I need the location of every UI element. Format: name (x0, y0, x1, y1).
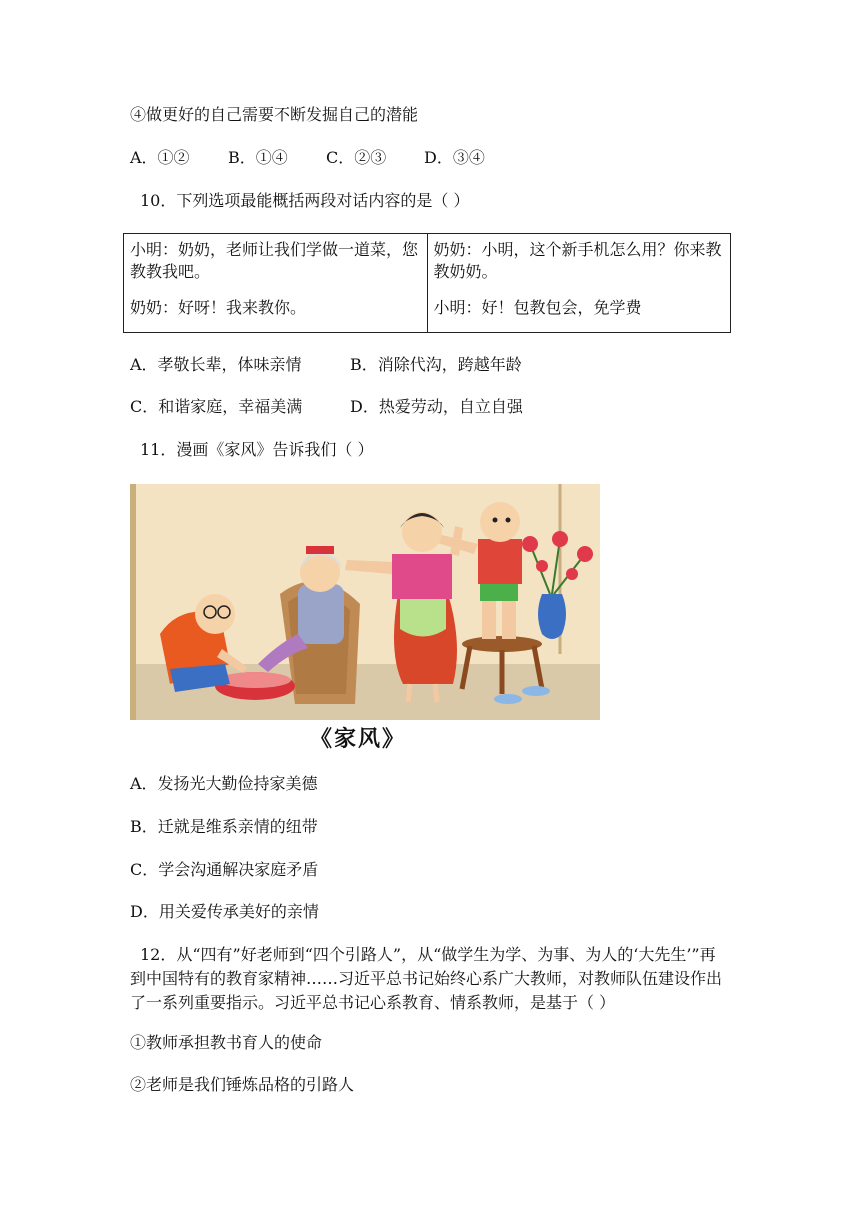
q9-options (130, 147, 485, 169)
q10-options-row1 (130, 354, 522, 376)
q10-dialog-right (427, 234, 731, 333)
q11-option-c[interactable]: C．学会沟通解决家庭矛盾 (130, 860, 319, 879)
q10-option-b[interactable]: B．消除代沟，跨越年龄 (350, 355, 522, 374)
q10-option-d[interactable]: D．热爱劳动，自立自强 (350, 397, 523, 416)
q12-item-2: ②老师是我们锤炼品格的引路人 (130, 1075, 355, 1094)
q9-option-d[interactable]: D．③④ (424, 148, 485, 167)
q10-stem: 10．下列选项最能概括两段对话内容的是（ ） (140, 191, 470, 210)
q9-option-b[interactable]: B．①④ (228, 148, 288, 167)
q12-stem: 12．从“四有”好老师到“四个引路人”，从“做学生为学、为事、为人的‘大先生’”再到中国特有的教育家精神……习近平总书记始终心系广大教师，对教师队伍建设作出了一系列重要指示。习近平总书记心系教育、情系教师，是基于（ ） (130, 945, 723, 1012)
q10-left-line1: 小明：奶奶，老师让我们学做一道菜，您教教我吧。 (130, 240, 419, 281)
q9-item-4: ④做更好的自己需要不断发掘自己的潜能 (130, 105, 419, 124)
q10-dialog-table (123, 233, 731, 333)
family-cartoon-image (130, 484, 600, 720)
q10-option-a[interactable]: A．孝敬长辈，体味亲情 (130, 355, 302, 374)
q9-option-a[interactable]: A．①② (130, 148, 190, 167)
q10-dialog-left (124, 234, 428, 333)
q11-stem: 11．漫画《家风》告诉我们（ ） (140, 440, 374, 459)
q11-option-a[interactable]: A．发扬光大勤俭持家美德 (130, 774, 318, 793)
q10-left-line2: 奶奶：好呀！我来教你。 (130, 298, 307, 317)
q11-option-b[interactable]: B．迁就是维系亲情的纽带 (130, 817, 318, 836)
q10-right-line1: 奶奶：小明，这个新手机怎么用？你来教教奶奶。 (433, 240, 722, 281)
q10-option-c[interactable]: C．和谐家庭，幸福美满 (130, 397, 303, 416)
q10-options-row2 (130, 396, 523, 418)
q11-option-d[interactable]: D．用关爱传承美好的亲情 (130, 902, 319, 921)
q9-option-c[interactable]: C．②③ (326, 148, 387, 167)
q12-item-1: ①教师承担教书育人的使命 (130, 1033, 323, 1052)
q10-right-line2: 小明：好！包教包会，免学费 (433, 298, 642, 317)
cartoon-caption: 《家风》 (310, 726, 407, 752)
